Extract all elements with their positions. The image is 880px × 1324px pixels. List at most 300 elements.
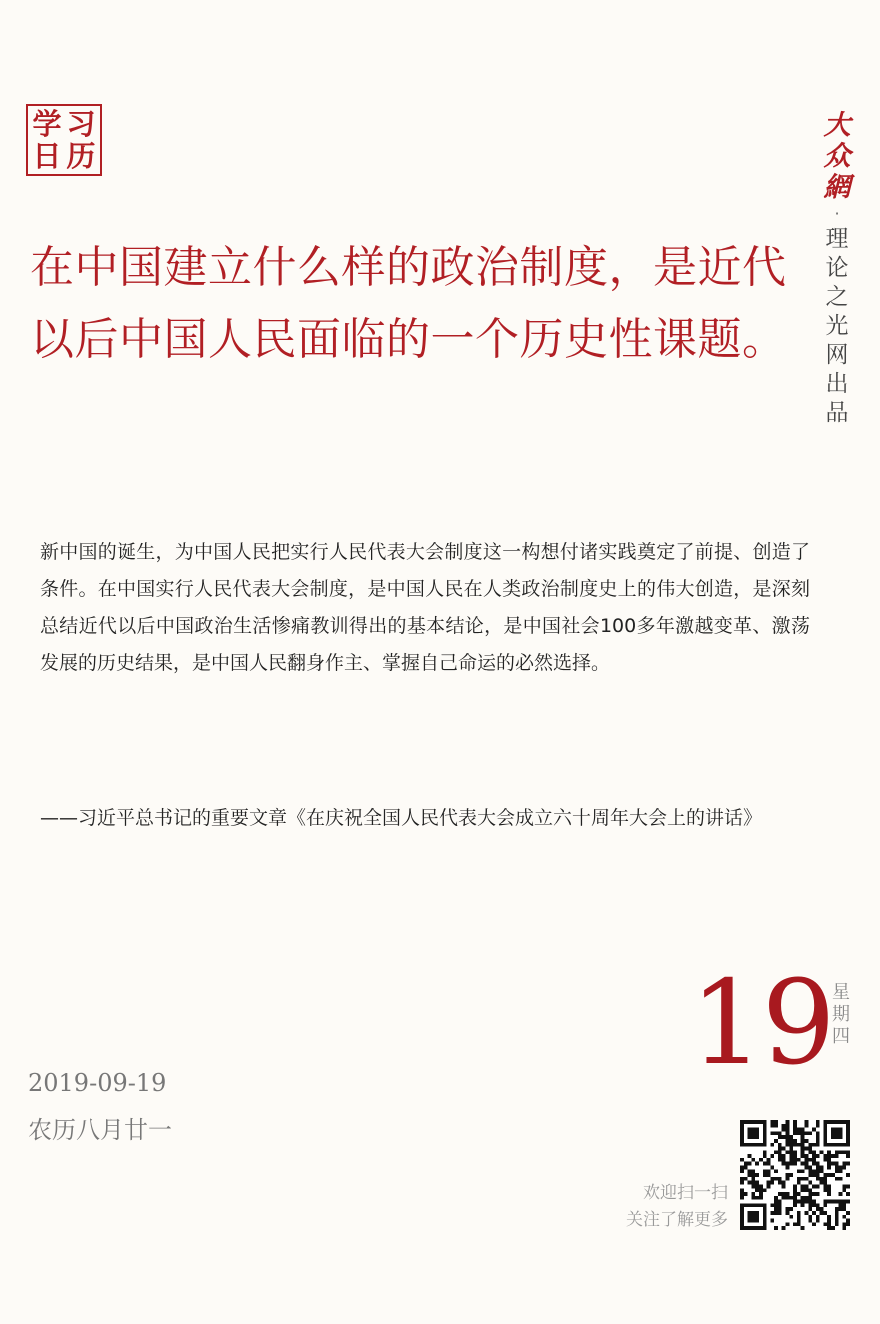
qr-module: [767, 1169, 771, 1173]
qr-module: [823, 1124, 827, 1128]
qr-module: [770, 1177, 774, 1181]
qr-module: [812, 1154, 816, 1158]
qr-module: [839, 1207, 843, 1211]
qr-module: [823, 1120, 827, 1124]
qr-module: [744, 1120, 748, 1124]
qr-module: [808, 1131, 812, 1135]
qr-module: [827, 1143, 831, 1147]
qr-module: [846, 1131, 850, 1135]
qr-module: [748, 1173, 752, 1177]
qr-module: [831, 1120, 835, 1124]
stamp-logo: [26, 104, 102, 176]
qr-module: [789, 1139, 793, 1143]
qr-module: [797, 1158, 801, 1162]
qr-module: [740, 1207, 744, 1211]
qr-module: [786, 1222, 790, 1226]
qr-module: [827, 1226, 831, 1230]
qr-module: [842, 1166, 846, 1170]
qr-module: [786, 1150, 790, 1154]
body-paragraph: 新中国的诞生，为中国人民把实行人民代表大会制度这一构想付诸实践奠定了前提、创造了条件。在中国实行人民代表大会制度，是中国人民在人类政治制度史上的伟大创造，是深刻总结近代以后中国政治生活惨痛教训得出的基本结论，是中国社会100多年激越变革、激荡发展的历史结果，是中国人民翻身作主、掌握自己命运的必然选择。: [40, 541, 810, 674]
qr-module: [748, 1120, 752, 1124]
qr-module: [778, 1150, 782, 1154]
qr-module: [751, 1169, 755, 1173]
qr-module: [740, 1211, 744, 1215]
qr-module: [793, 1196, 797, 1200]
weekday-char: 四: [832, 1026, 850, 1047]
qr-module: [835, 1131, 839, 1135]
qr-module: [797, 1215, 801, 1219]
qr-module: [812, 1211, 816, 1215]
qr-module: [778, 1131, 782, 1135]
qr-module: [763, 1128, 767, 1132]
qr-module: [835, 1222, 839, 1226]
qr-module: [816, 1135, 820, 1139]
qr-module: [748, 1226, 752, 1230]
qr-module: [755, 1215, 759, 1219]
qr-module: [812, 1173, 816, 1177]
qr-module: [801, 1226, 805, 1230]
qr-module: [812, 1128, 816, 1132]
qr-module: [755, 1184, 759, 1188]
qr-module: [770, 1154, 774, 1158]
qr-module: [767, 1184, 771, 1188]
qr-module: [812, 1222, 816, 1226]
qr-module: [839, 1177, 843, 1181]
qr-module: [801, 1139, 805, 1143]
qr-module: [797, 1181, 801, 1185]
qr-module: [827, 1192, 831, 1196]
qr-module: [751, 1192, 755, 1196]
qr-module: [801, 1135, 805, 1139]
qr-module: [823, 1173, 827, 1177]
headline-quote: 在中国建立什么样的政治制度，是近代以后中国人民面临的一个历史性课题。: [30, 242, 787, 365]
qr-module: [755, 1219, 759, 1223]
qr-module: [793, 1203, 797, 1207]
qr-module: [831, 1131, 835, 1135]
qr-module: [835, 1150, 839, 1154]
qr-module: [839, 1169, 843, 1173]
qr-module: [793, 1188, 797, 1192]
qr-module: [846, 1200, 850, 1204]
qr-module: [774, 1203, 778, 1207]
qr-module: [801, 1150, 805, 1154]
qr-module: [839, 1120, 843, 1124]
date-lunar: 农历八月廿一: [28, 1116, 172, 1144]
qr-module: [770, 1219, 774, 1223]
qr-module: [842, 1143, 846, 1147]
qr-module: [816, 1166, 820, 1170]
qr-module: [816, 1184, 820, 1188]
qr-module: [835, 1219, 839, 1223]
qr-module: [763, 1143, 767, 1147]
qr-module: [751, 1196, 755, 1200]
qr-module: [797, 1222, 801, 1226]
qr-module: [801, 1154, 805, 1158]
qr-module: [755, 1226, 759, 1230]
qr-module: [801, 1203, 805, 1207]
qr-module: [823, 1222, 827, 1226]
qr-module: [763, 1120, 767, 1124]
qr-module: [842, 1222, 846, 1226]
qr-module: [808, 1150, 812, 1154]
qr-module: [789, 1173, 793, 1177]
qr-module: [827, 1166, 831, 1170]
qr-module: [835, 1166, 839, 1170]
qr-module: [839, 1166, 843, 1170]
qr-module: [823, 1139, 827, 1143]
qr-module: [842, 1215, 846, 1219]
qr-module: [789, 1154, 793, 1158]
stamp-char: 习: [66, 106, 96, 141]
qr-module: [748, 1131, 752, 1135]
qr-module: [751, 1135, 755, 1139]
qr-module: [823, 1211, 827, 1215]
qr-module: [823, 1203, 827, 1207]
qr-module: [823, 1184, 827, 1188]
qr-module: [846, 1222, 850, 1226]
qr-module: [804, 1162, 808, 1166]
qr-module: [786, 1131, 790, 1135]
qr-module: [744, 1177, 748, 1181]
qr-module: [812, 1200, 816, 1204]
qr-module: [740, 1135, 744, 1139]
qr-module: [808, 1203, 812, 1207]
qr-module: [793, 1143, 797, 1147]
qr-module: [816, 1207, 820, 1211]
qr-module: [816, 1154, 820, 1158]
qr-module: [778, 1154, 782, 1158]
qr-module: [778, 1158, 782, 1162]
qr-module: [839, 1150, 843, 1154]
brand-sub-char: 之: [825, 284, 849, 310]
qr-caption-line: 关注了解更多: [626, 1210, 728, 1230]
qr-module: [763, 1188, 767, 1192]
qr-module: [812, 1184, 816, 1188]
qr-module: [831, 1128, 835, 1132]
qr-module: [740, 1192, 744, 1196]
qr-module: [797, 1131, 801, 1135]
qr-module: [831, 1162, 835, 1166]
qr-module: [778, 1147, 782, 1151]
qr-module: [839, 1192, 843, 1196]
qr-module: [763, 1226, 767, 1230]
qr-module: [748, 1162, 752, 1166]
qr-module: [740, 1222, 744, 1226]
qr-module: [801, 1184, 805, 1188]
qr-module: [744, 1203, 748, 1207]
stamp-char: 学: [32, 106, 62, 141]
qr-module: [808, 1200, 812, 1204]
qr-module: [759, 1192, 763, 1196]
qr-module: [778, 1211, 782, 1215]
qr-module: [774, 1200, 778, 1204]
brand-vertical: [822, 110, 852, 428]
qr-module: [846, 1211, 850, 1215]
qr-module: [823, 1135, 827, 1139]
qr-module: [751, 1158, 755, 1162]
qr-module: [793, 1192, 797, 1196]
qr-module: [770, 1124, 774, 1128]
qr-module: [812, 1192, 816, 1196]
qr-module: [763, 1154, 767, 1158]
qr-module: [770, 1181, 774, 1185]
qr-module: [778, 1192, 782, 1196]
qr-module: [763, 1131, 767, 1135]
qr-module: [835, 1135, 839, 1139]
qr-module: [740, 1181, 744, 1185]
qr-module: [763, 1211, 767, 1215]
qr-module: [846, 1120, 850, 1124]
qr-module: [823, 1131, 827, 1135]
qr-module: [782, 1135, 786, 1139]
qr-module: [831, 1200, 835, 1204]
qr-module: [774, 1196, 778, 1200]
brand-logo-char: 網: [823, 172, 851, 203]
qr-module: [751, 1211, 755, 1215]
qr-module: [801, 1169, 805, 1173]
qr-module: [804, 1154, 808, 1158]
qr-module: [816, 1177, 820, 1181]
qr-module: [793, 1222, 797, 1226]
qr-module: [793, 1128, 797, 1132]
qr-module: [797, 1128, 801, 1132]
qr-module: [786, 1120, 790, 1124]
qr-module: [793, 1200, 797, 1204]
qr-module: [748, 1128, 752, 1132]
qr-module: [759, 1184, 763, 1188]
qr-module: [789, 1158, 793, 1162]
qr-module: [823, 1181, 827, 1185]
qr-module: [823, 1188, 827, 1192]
qr-module: [755, 1162, 759, 1166]
brand-logo-char: 大: [823, 110, 851, 141]
qr-module: [816, 1120, 820, 1124]
qr-code-graphic: [740, 1120, 850, 1230]
qr-module: [770, 1211, 774, 1215]
weekday: [830, 982, 852, 1048]
qr-module: [793, 1124, 797, 1128]
qr-module: [755, 1135, 759, 1139]
qr-module: [808, 1188, 812, 1192]
qr-module: [751, 1128, 755, 1132]
qr-module: [774, 1150, 778, 1154]
qr-module: [778, 1207, 782, 1211]
qr-module: [827, 1215, 831, 1219]
qr-module: [823, 1177, 827, 1181]
qr-module: [842, 1150, 846, 1154]
qr-module: [835, 1128, 839, 1132]
qr-module: [812, 1203, 816, 1207]
qr-module: [801, 1147, 805, 1151]
qr-module: [782, 1154, 786, 1158]
qr-module: [801, 1188, 805, 1192]
qr-module: [786, 1162, 790, 1166]
qr-module: [789, 1162, 793, 1166]
qr-module: [793, 1154, 797, 1158]
qr-module: [827, 1219, 831, 1223]
qr-module: [804, 1131, 808, 1135]
qr-module: [778, 1135, 782, 1139]
qr-module: [786, 1211, 790, 1215]
brand-subtitle: [826, 225, 849, 428]
qr-module: [846, 1154, 850, 1158]
qr-module: [755, 1173, 759, 1177]
qr-module: [797, 1200, 801, 1204]
qr-module: [816, 1169, 820, 1173]
qr-module: [755, 1196, 759, 1200]
qr-module: [827, 1162, 831, 1166]
qr-module: [763, 1169, 767, 1173]
qr-module: [835, 1211, 839, 1215]
weekday-char: 星: [832, 982, 850, 1003]
qr-module: [835, 1143, 839, 1147]
qr-module: [797, 1211, 801, 1215]
qr-module: [789, 1147, 793, 1151]
qr-module: [804, 1158, 808, 1162]
qr-module: [808, 1207, 812, 1211]
qr-module: [763, 1203, 767, 1207]
qr-module: [748, 1169, 752, 1173]
qr-module: [786, 1207, 790, 1211]
qr-module: [827, 1150, 831, 1154]
brand-sub-char: 光: [825, 313, 849, 339]
qr-module: [759, 1120, 763, 1124]
qr-module: [786, 1196, 790, 1200]
qr-module: [786, 1139, 790, 1143]
qr-module: [751, 1203, 755, 1207]
qr-module: [827, 1173, 831, 1177]
qr-module: [782, 1124, 786, 1128]
qr-module: [820, 1177, 824, 1181]
brand-sub-char: 论: [825, 255, 849, 281]
qr-module: [793, 1184, 797, 1188]
qr-module: [786, 1124, 790, 1128]
qr-module: [816, 1124, 820, 1128]
qr-module: [846, 1150, 850, 1154]
qr-module: [774, 1131, 778, 1135]
qr-module: [748, 1215, 752, 1219]
date-full: 2019-09-19: [28, 1069, 167, 1097]
qr-module: [774, 1120, 778, 1124]
qr-module: [774, 1169, 778, 1173]
qr-module: [835, 1120, 839, 1124]
qr-module: [755, 1203, 759, 1207]
qr-module: [793, 1139, 797, 1143]
qr-module: [846, 1192, 850, 1196]
qr-module: [740, 1124, 744, 1128]
qr-module: [846, 1143, 850, 1147]
qr-module: [804, 1211, 808, 1215]
qr-module: [740, 1158, 744, 1162]
qr-module: [778, 1203, 782, 1207]
qr-module: [786, 1143, 790, 1147]
qr-module: [751, 1143, 755, 1147]
qr-module: [740, 1131, 744, 1135]
brand-sub-char: 理: [825, 226, 849, 252]
qr-module: [782, 1226, 786, 1230]
qr-module: [786, 1173, 790, 1177]
qr-module: [846, 1184, 850, 1188]
qr-module: [804, 1200, 808, 1204]
qr-module: [740, 1139, 744, 1143]
brand-logo-char: 众: [823, 141, 851, 172]
qr-module: [816, 1131, 820, 1135]
qr-module: [740, 1177, 744, 1181]
qr-module: [812, 1158, 816, 1162]
qr-module: [820, 1181, 824, 1185]
qr-module: [823, 1128, 827, 1132]
qr-module: [740, 1226, 744, 1230]
qr-module: [839, 1203, 843, 1207]
qr-module: [759, 1203, 763, 1207]
qr-module: [808, 1143, 812, 1147]
qr-module: [808, 1192, 812, 1196]
qr-module: [793, 1150, 797, 1154]
qr-module: [763, 1222, 767, 1226]
qr-module: [740, 1169, 744, 1173]
qr-module: [835, 1169, 839, 1173]
qr-module: [846, 1139, 850, 1143]
qr-module: [823, 1143, 827, 1147]
qr-module: [748, 1143, 752, 1147]
qr-module: [751, 1181, 755, 1185]
qr-module: [831, 1143, 835, 1147]
qr-module: [820, 1211, 824, 1215]
qr-module: [808, 1219, 812, 1223]
qr-module: [774, 1211, 778, 1215]
qr-module: [767, 1181, 771, 1185]
qr-module: [827, 1222, 831, 1226]
qr-module: [835, 1162, 839, 1166]
qr-module: [842, 1162, 846, 1166]
qr-module: [740, 1188, 744, 1192]
qr-module: [751, 1120, 755, 1124]
qr-module: [782, 1181, 786, 1185]
qr-module: [797, 1169, 801, 1173]
qr-module: [759, 1158, 763, 1162]
qr-module: [748, 1135, 752, 1139]
qr-module: [782, 1192, 786, 1196]
qr-caption-line: 欢迎扫一扫: [643, 1183, 728, 1203]
qr-module: [789, 1207, 793, 1211]
qr-module: [808, 1169, 812, 1173]
qr-module: [801, 1162, 805, 1166]
qr-module: [842, 1226, 846, 1230]
day-number: 19: [690, 956, 834, 1091]
qr-module: [808, 1173, 812, 1177]
qr-module: [808, 1166, 812, 1170]
qr-module: [748, 1154, 752, 1158]
qr-module: [744, 1162, 748, 1166]
qr-module: [842, 1200, 846, 1204]
qr-module: [801, 1131, 805, 1135]
qr-code-icon[interactable]: [740, 1120, 850, 1230]
qr-module: [755, 1131, 759, 1135]
qr-module: [797, 1177, 801, 1181]
qr-module: [827, 1120, 831, 1124]
qr-module: [846, 1173, 850, 1177]
qr-module: [748, 1181, 752, 1185]
qr-module: [820, 1207, 824, 1211]
qr-module: [740, 1196, 744, 1200]
qr-module: [763, 1162, 767, 1166]
qr-module: [770, 1166, 774, 1170]
qr-module: [812, 1143, 816, 1147]
qr-module: [793, 1120, 797, 1124]
qr-module: [816, 1143, 820, 1147]
qr-module: [820, 1166, 824, 1170]
qr-module: [786, 1135, 790, 1139]
